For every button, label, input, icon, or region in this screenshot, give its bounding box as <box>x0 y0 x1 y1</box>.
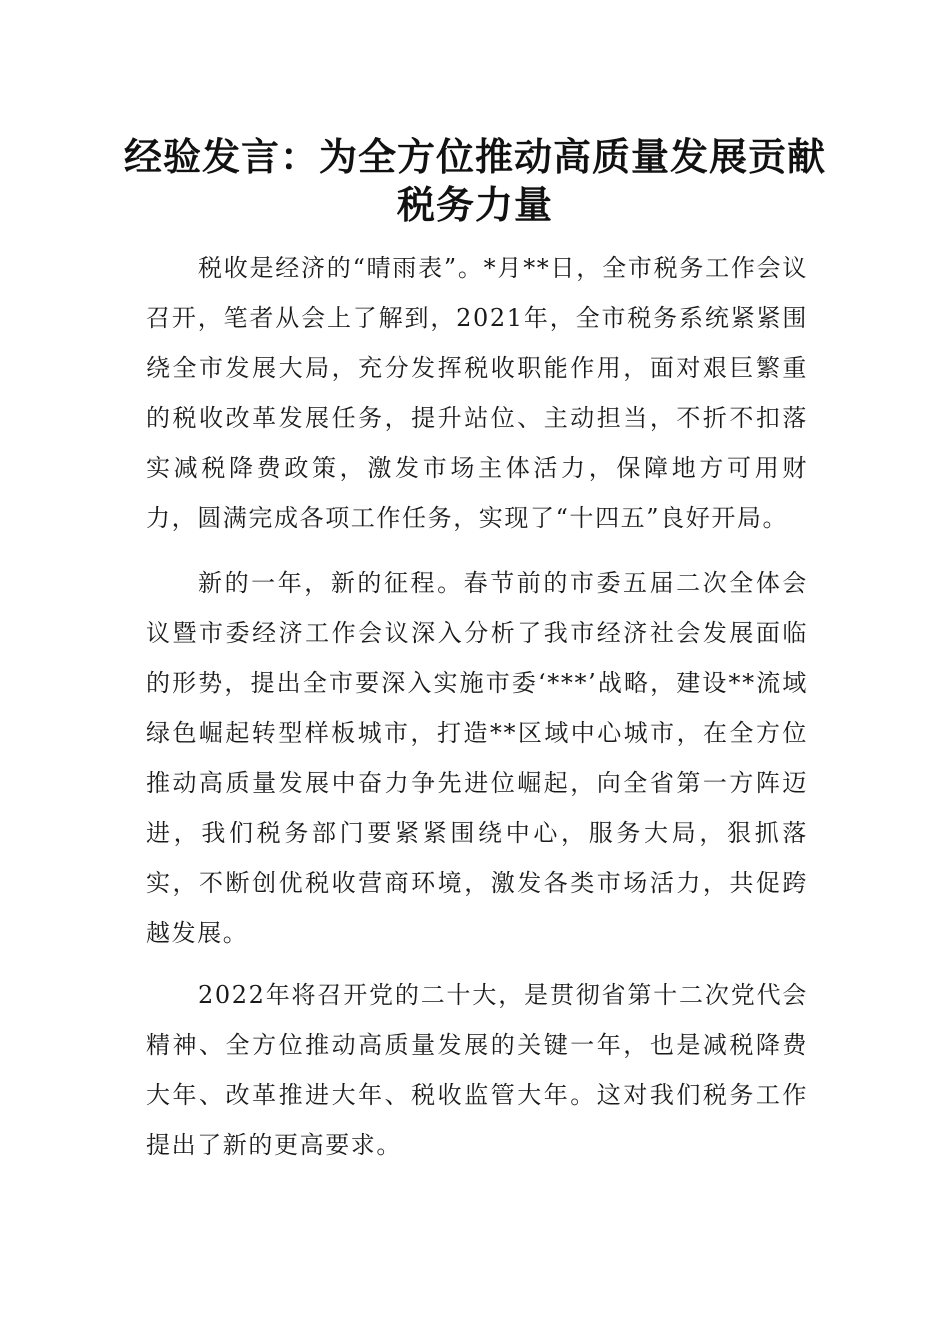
document-title-line-1: 经验发言：为全方位推动高质量发展贡献 <box>123 134 826 179</box>
document-title-line-2: 税务力量 <box>396 182 553 227</box>
paragraph-3: 2022年将召开党的二十大，是贯彻省第十二次党代会精神、全方位推动高质量发展的关键一年，也是减税降费大年、改革推进大年、税收监管大年。这对我们税务工作提出了新的更高要求。 <box>146 981 808 1159</box>
paragraph-2: 新的一年，新的征程。春节前的市委五届二次全体会议暨市委经济工作会议深入分析了我市经济社会发展面临的形势，提出全市要深入实施市委‘***’战略，建设**流域绿色崛起转型样板城市，打造**区域中心城市，在全方位推动高质量发展中奋力争先进位崛起，向全省第一方阵迈进，我们税务部门要紧紧围绕中心，服务大局，狠抓落实，不断创优税收营商环境，激发各类市场活力，共促跨越发展。 <box>146 569 808 947</box>
paragraph-1: 税收是经济的“晴雨表”。*月**日，全市税务工作会议召开，笔者从会上了解到，2021年，全市税务系统紧紧围绕全市发展大局，充分发挥税收职能作用，面对艰巨繁重的税收改革发展任务，提升站位、主动担当，不折不扣落实减税降费政策，激发市场主体活力，保障地方可用财力，圆满完成各项工作任务，实现了“十四五”良好开局。 <box>146 254 808 532</box>
